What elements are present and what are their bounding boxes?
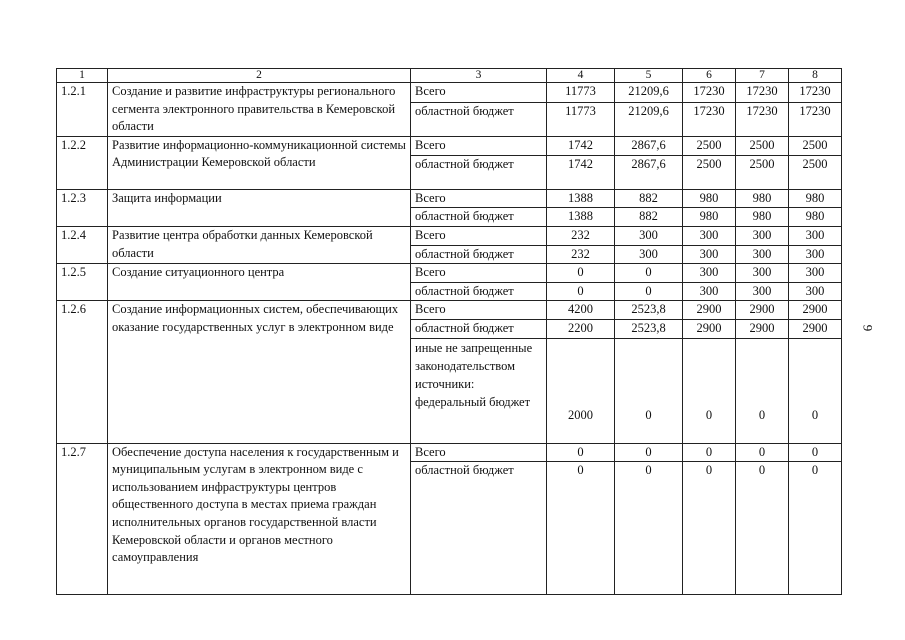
value-cell: 300 [615, 245, 683, 264]
source-label: областной бюджет [411, 102, 547, 136]
value-cell: 11773 [547, 83, 615, 103]
value-cell: 0 [789, 338, 842, 443]
item-name: Обеспечение доступа населения к государственным и муниципальным услугам в электронном виде с использованием инфраструктуры центров общественного доступа в местах приема граждан исполнительных органов государственной власти Кемеровской области и органов местного самоуправления [108, 443, 411, 595]
value-cell: 232 [547, 226, 615, 245]
source-label: иные не запрещенные законодательством источники: федеральный бюджет [411, 338, 547, 443]
source-label: областной бюджет [411, 245, 547, 264]
value-cell: 0 [683, 338, 736, 443]
value-cell: 17230 [789, 102, 842, 136]
value-cell: 0 [547, 443, 615, 462]
item-name: Развитие информационно-коммуникационной системы Администрации Кемеровской области [108, 136, 411, 189]
value-cell: 2500 [789, 155, 842, 189]
table-row [57, 264, 842, 283]
value-cell: 2900 [789, 301, 842, 320]
value-cell: 300 [736, 282, 789, 301]
item-code: 1.2.3 [57, 189, 108, 226]
source-label: Всего [411, 301, 547, 320]
value-cell: 17230 [683, 83, 736, 103]
value-cell: 980 [683, 208, 736, 227]
value-cell: 300 [736, 226, 789, 245]
item-code: 1.2.6 [57, 301, 108, 443]
value-cell: 0 [789, 443, 842, 462]
source-label: областной бюджет [411, 319, 547, 338]
value-cell: 300 [683, 282, 736, 301]
value-cell: 2900 [736, 301, 789, 320]
value-cell: 17230 [789, 83, 842, 103]
value-cell: 2500 [789, 136, 842, 155]
value-cell: 300 [683, 264, 736, 283]
value-cell: 2900 [683, 301, 736, 320]
table-row [57, 443, 842, 462]
source-label: Всего [411, 264, 547, 283]
source-label: Всего [411, 443, 547, 462]
item-code: 1.2.1 [57, 83, 108, 137]
value-cell: 2200 [547, 319, 615, 338]
value-cell: 0 [615, 282, 683, 301]
value-cell: 300 [789, 226, 842, 245]
value-cell: 300 [736, 245, 789, 264]
source-label: областной бюджет [411, 155, 547, 189]
item-name: Создание и развитие инфраструктуры регионального сегмента электронного правительства в Кемеровской области [108, 83, 411, 137]
value-cell: 2900 [736, 319, 789, 338]
source-label: областной бюджет [411, 208, 547, 227]
value-cell: 0 [547, 462, 615, 595]
value-cell: 0 [547, 282, 615, 301]
item-code: 1.2.2 [57, 136, 108, 189]
header-row [57, 69, 842, 83]
table-row [57, 189, 842, 208]
value-cell: 980 [736, 189, 789, 208]
value-cell: 0 [615, 264, 683, 283]
value-cell: 17230 [736, 83, 789, 103]
header-cell: 8 [789, 69, 842, 83]
value-cell: 2000 [547, 338, 615, 443]
table-row [57, 226, 842, 245]
value-cell: 980 [789, 208, 842, 227]
value-cell: 1388 [547, 208, 615, 227]
value-cell: 0 [789, 462, 842, 595]
value-cell: 21209,6 [615, 83, 683, 103]
value-cell: 0 [736, 338, 789, 443]
value-cell: 17230 [683, 102, 736, 136]
value-cell: 17230 [736, 102, 789, 136]
header-cell: 4 [547, 69, 615, 83]
value-cell: 1742 [547, 136, 615, 155]
header-cell: 2 [108, 69, 411, 83]
source-label: Всего [411, 189, 547, 208]
item-name: Защита информации [108, 189, 411, 226]
table-row [57, 301, 842, 320]
value-cell: 300 [736, 264, 789, 283]
value-cell: 0 [615, 443, 683, 462]
item-code: 1.2.5 [57, 264, 108, 301]
value-cell: 0 [615, 338, 683, 443]
header-cell: 1 [57, 69, 108, 83]
value-cell: 300 [683, 226, 736, 245]
item-code: 1.2.4 [57, 226, 108, 263]
value-cell: 0 [736, 462, 789, 595]
source-label: областной бюджет [411, 282, 547, 301]
page-number: 9 [860, 324, 876, 332]
header-cell: 3 [411, 69, 547, 83]
value-cell: 2523,8 [615, 301, 683, 320]
value-cell: 21209,6 [615, 102, 683, 136]
value-cell: 232 [547, 245, 615, 264]
value-cell: 2523,8 [615, 319, 683, 338]
item-code: 1.2.7 [57, 443, 108, 595]
value-cell: 2900 [683, 319, 736, 338]
value-cell: 2500 [736, 136, 789, 155]
header-cell: 5 [615, 69, 683, 83]
value-cell: 2500 [683, 136, 736, 155]
value-cell: 980 [683, 189, 736, 208]
item-name: Создание информационных систем, обеспечивающих оказание государственных услуг в электронном виде [108, 301, 411, 443]
source-label: Всего [411, 226, 547, 245]
source-label: Всего [411, 83, 547, 103]
value-cell: 2867,6 [615, 136, 683, 155]
value-cell: 4200 [547, 301, 615, 320]
value-cell: 882 [615, 208, 683, 227]
value-cell: 300 [789, 245, 842, 264]
table-row [57, 136, 842, 155]
value-cell: 1388 [547, 189, 615, 208]
source-label: Всего [411, 136, 547, 155]
budget-table [56, 68, 842, 595]
header-cell: 7 [736, 69, 789, 83]
value-cell: 0 [683, 443, 736, 462]
value-cell: 2500 [736, 155, 789, 189]
value-cell: 300 [789, 282, 842, 301]
item-name: Развитие центра обработки данных Кемеровской области [108, 226, 411, 263]
value-cell: 0 [736, 443, 789, 462]
value-cell: 0 [615, 462, 683, 595]
value-cell: 11773 [547, 102, 615, 136]
header-cell: 6 [683, 69, 736, 83]
source-label: областной бюджет [411, 462, 547, 595]
value-cell: 0 [683, 462, 736, 595]
value-cell: 882 [615, 189, 683, 208]
value-cell: 2900 [789, 319, 842, 338]
value-cell: 0 [547, 264, 615, 283]
value-cell: 980 [736, 208, 789, 227]
value-cell: 2867,6 [615, 155, 683, 189]
value-cell: 2500 [683, 155, 736, 189]
value-cell: 980 [789, 189, 842, 208]
value-cell: 300 [615, 226, 683, 245]
table-row [57, 83, 842, 103]
value-cell: 300 [683, 245, 736, 264]
value-cell: 300 [789, 264, 842, 283]
item-name: Создание ситуационного центра [108, 264, 411, 301]
value-cell: 1742 [547, 155, 615, 189]
